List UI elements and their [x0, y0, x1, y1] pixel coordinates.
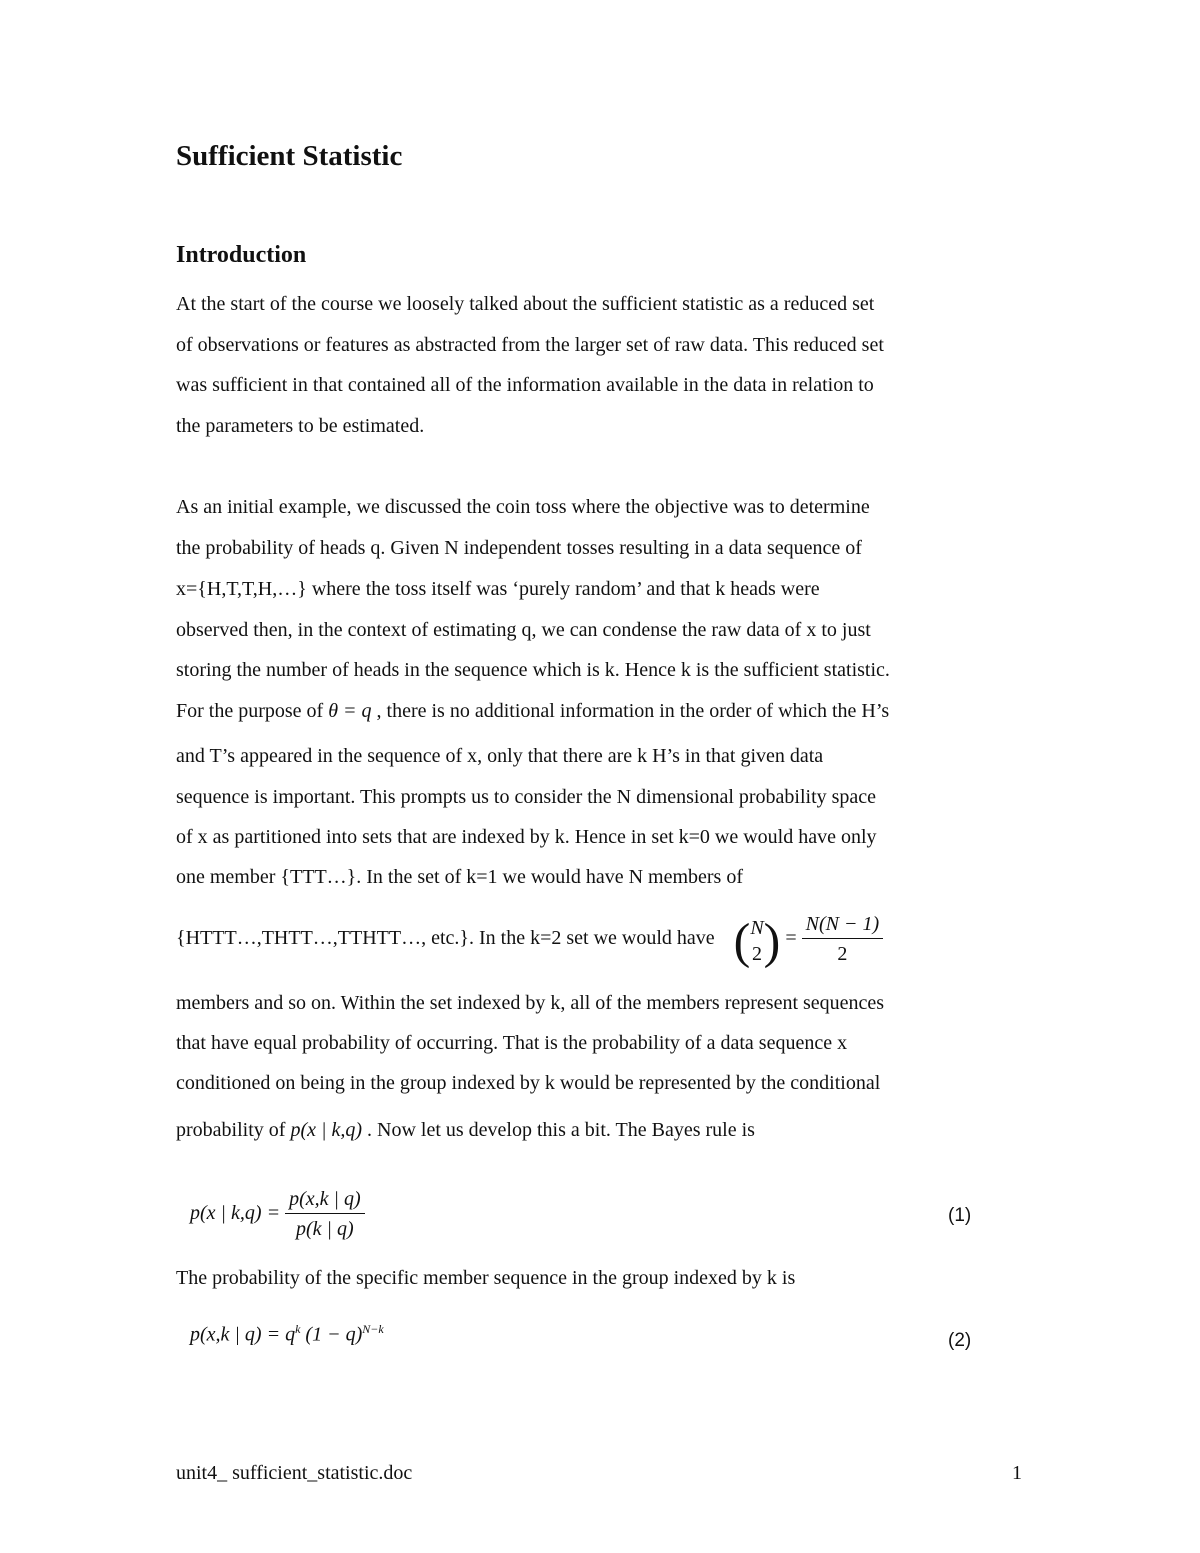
binomial-line-text: {HTTT…,THTT…,TTHTT…, etc.}. In the k=2 set we would have	[176, 927, 715, 949]
theta-equals-q-math: θ = q	[328, 700, 372, 722]
binom-fraction	[802, 911, 884, 967]
paragraph2-line5: storing the number of heads in the sequence which is k. Hence k is the sufficient statistic.	[176, 659, 890, 681]
equation-1-fraction	[285, 1186, 365, 1242]
paragraph2-line2: the probability of heads q. Given N independent tosses resulting in a data sequence of	[176, 537, 862, 559]
binom-equals: =	[785, 927, 797, 949]
theta-line-before: For the purpose of	[176, 700, 329, 722]
member-probability-line: The probability of the specific member sequence in the group indexed by k is	[176, 1267, 796, 1289]
binom-fraction-numerator: N(N − 1)	[802, 911, 884, 939]
binomial-coefficient: ( N 2 )	[733, 912, 781, 969]
document-title: Sufficient Statistic	[176, 140, 403, 172]
binom-top: N	[750, 916, 764, 939]
equation-2-middle: (1 − q)	[300, 1323, 363, 1346]
equation-2-exponent-k: k	[295, 1322, 301, 1336]
paragraph3-line4: one member {TTT…}. In the set of k=1 we would have N members of	[176, 866, 743, 888]
probability-line	[176, 1118, 755, 1142]
paragraph4-line3: conditioned on being in the group indexed by k would be represented by the conditional	[176, 1072, 881, 1094]
section-heading-introduction: Introduction	[176, 242, 307, 268]
equation-2-number: (2)	[948, 1330, 972, 1351]
paragraph2-line4: observed then, in the context of estimating q, we can condense the raw data of x to just	[176, 619, 871, 641]
binom-bottom: 2	[752, 942, 762, 965]
paragraph1-line3: was sufficient in that contained all of the information available in the data in relation to	[176, 374, 874, 396]
footer-page-number: 1	[1012, 1462, 1022, 1484]
equation-1-lhs: p(x | k,q) =	[190, 1202, 281, 1224]
footer-filename: unit4_ sufficient_statistic.doc	[176, 1462, 413, 1484]
theta-line-after: , there is no additional information in the order of which the H’s	[371, 700, 890, 722]
paragraph2-line3: x={H,T,T,H,…} where the toss itself was ‘purely random’ and that k heads were	[176, 578, 820, 600]
equation-1-numerator: p(x,k | q)	[285, 1186, 365, 1214]
paragraph3-line3: of x as partitioned into sets that are indexed by k. Hence in set k=0 we would have only	[176, 826, 877, 848]
paragraph4-line2: that have equal probability of occurring. That is the probability of a data sequence x	[176, 1032, 848, 1054]
equation-1	[190, 1180, 365, 1246]
equation-2-lhs: p(x,k | q) = q	[190, 1323, 296, 1346]
equation-1-number: (1)	[948, 1205, 972, 1226]
probability-line-after: . Now let us develop this a bit. The Bayes rule is	[362, 1119, 755, 1141]
paragraph4-line1: members and so on. Within the set indexed by k, all of the members represent sequences	[176, 992, 885, 1014]
paragraph3-line1: and T’s appeared in the sequence of x, only that there are k H’s in that given data	[176, 745, 824, 767]
binomial-line	[176, 903, 883, 973]
equation-2	[190, 1322, 384, 1347]
theta-line	[176, 699, 889, 723]
probability-line-before: probability of	[176, 1119, 291, 1141]
equation-1-denominator: p(k | q)	[296, 1218, 354, 1241]
equation-2-exponent-n-minus-k: N−k	[362, 1322, 384, 1336]
paragraph1-line4: the parameters to be estimated.	[176, 415, 425, 437]
paragraph1-line1: At the start of the course we loosely talked about the sufficient statistic as a reduced set	[176, 293, 875, 315]
binom-fraction-denominator: 2	[837, 943, 848, 966]
paragraph3-line2: sequence is important. This prompts us to consider the N dimensional probability space	[176, 786, 877, 808]
paragraph2-line1: As an initial example, we discussed the coin toss where the objective was to determine	[176, 496, 870, 518]
paragraph1-line2: of observations or features as abstracted from the larger set of raw data. This reduced set	[176, 334, 884, 356]
conditional-probability-math: p(x | k,q)	[290, 1119, 363, 1141]
